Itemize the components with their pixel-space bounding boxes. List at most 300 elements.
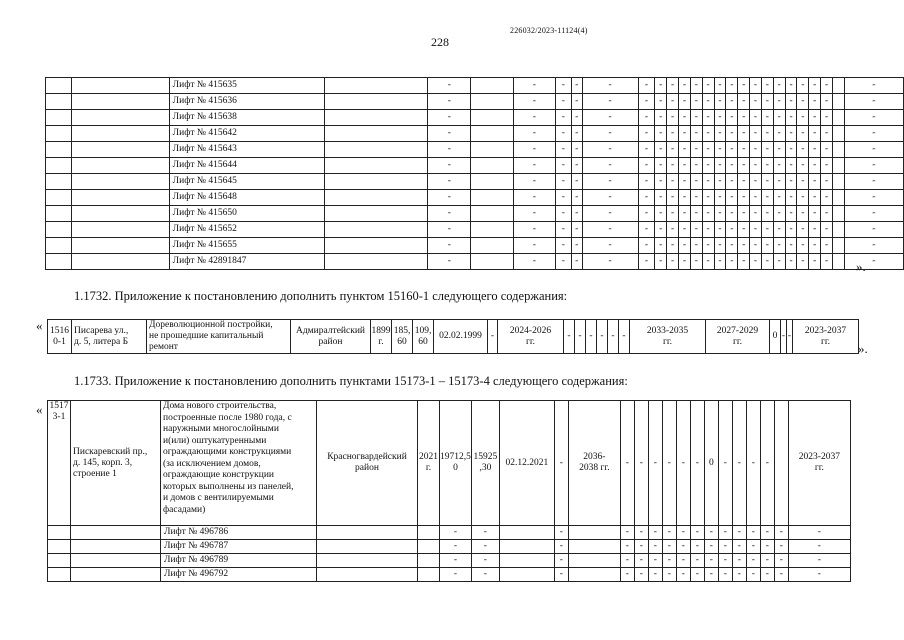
dash-cell: - [761,126,773,142]
dash-cell: - [679,142,691,158]
dash-cell: - [761,78,773,94]
dash-cell: - [785,126,797,142]
dash-cell: - [676,568,690,582]
dash-cell: - [726,94,738,110]
empty-cell [471,190,513,206]
closing-quote-2: ». [858,341,868,356]
dash-cell: - [513,206,555,222]
dash-cell: - [679,190,691,206]
empty-cell [71,238,169,254]
dash-cell: - [714,174,726,190]
dash-cell: - [738,174,750,190]
empty-cell [832,174,844,190]
empty-cell [568,568,620,582]
dash-cell: - [571,206,582,222]
dash-cell: - [571,142,582,158]
dash-cell: - [773,206,785,222]
lift-label: Лифт № 415655 [169,238,325,254]
dash-cell: - [571,254,582,270]
dash-cell: - [714,206,726,222]
dash-cell: - [555,126,571,142]
dash-cell: - [655,110,667,126]
empty-cell [325,190,428,206]
dash-cell: - [679,126,691,142]
dash-cell: - [750,142,762,158]
empty-cell [832,126,844,142]
period: 2024-2026 гг. [498,320,564,354]
table-row [48,540,851,554]
dash-cell: - [655,78,667,94]
dash-cell: - [726,78,738,94]
dash-cell: - [785,206,797,222]
empty-cell [832,190,844,206]
dash-cell: - [634,554,648,568]
table-row [48,526,851,540]
dash-cell: - [690,174,702,190]
dash-cell: - [648,554,662,568]
dash-cell: - [750,158,762,174]
empty-cell [71,206,169,222]
empty-cell [317,568,418,582]
dash-cell: - [844,78,903,94]
dash-cell: - [571,238,582,254]
dash-cell: - [555,110,571,126]
dash-cell: - [714,238,726,254]
dash-cell: - [773,174,785,190]
dash-cell: - [761,222,773,238]
table-row-main [48,401,851,526]
dash-cell: - [555,222,571,238]
dash-cell: - [702,158,714,174]
dash-cell: - [704,554,718,568]
empty-cell [317,540,418,554]
empty-cell [317,526,418,540]
dash-cell: - [718,568,732,582]
dash-cell: - [679,78,691,94]
table-row [46,94,904,110]
dash-cell: - [471,526,499,540]
dash-cell: - [662,401,676,526]
dash-cell: - [655,158,667,174]
table-row [46,78,904,94]
dash-cell: - [714,158,726,174]
dash-cell: - [634,401,648,526]
dash-cell: - [760,568,774,582]
dash-cell: - [726,238,738,254]
empty-cell [46,238,72,254]
dash-cell: - [638,126,655,142]
dash-cell: - [702,190,714,206]
period: 2036- 2038 гг. [568,401,620,526]
dash-cell: - [726,158,738,174]
dash-cell: - [440,554,472,568]
dash-cell: - [702,238,714,254]
dash-cell: - [844,206,903,222]
dash-cell: - [844,190,903,206]
dash-cell: - [844,238,903,254]
dash-cell: - [797,158,809,174]
dash-cell: - [746,540,760,554]
dash-cell: - [809,158,821,174]
dash-cell: - [738,142,750,158]
closing-quote-1: ». [856,259,866,274]
dash-cell: - [513,222,555,238]
dash-cell: - [571,190,582,206]
dash-cell: - [513,174,555,190]
empty-cell [48,526,71,540]
empty-cell [568,540,620,554]
dash-cell: - [554,568,568,582]
dash-cell: - [667,158,679,174]
dash-cell: - [809,94,821,110]
dash-cell: - [648,401,662,526]
dash-cell: - [428,110,471,126]
dash-cell: - [471,540,499,554]
dash-cell: - [738,110,750,126]
dash-cell: - [844,94,903,110]
table-row [46,110,904,126]
dash-cell: - [634,568,648,582]
dash-cell: - [738,238,750,254]
dash-cell: - [575,320,586,354]
empty-cell [71,190,169,206]
dash-cell: - [428,222,471,238]
dash-cell: - [797,206,809,222]
dash-cell: - [785,190,797,206]
empty-cell [325,206,428,222]
dash-cell: - [555,190,571,206]
dash-cell: - [586,320,597,354]
dash-cell: - [638,190,655,206]
dash-cell: - [662,568,676,582]
table-row [46,126,904,142]
dash-cell: - [750,222,762,238]
dash-cell: - [797,174,809,190]
dash-cell: - [761,158,773,174]
dash-cell: - [821,238,833,254]
lift-label: Лифт № 415652 [169,222,325,238]
zero-cell: 0 [770,320,781,354]
dash-cell: - [679,254,691,270]
dash-cell: - [638,110,655,126]
empty-cell [418,526,440,540]
dash-cell: - [821,158,833,174]
dash-cell: - [638,222,655,238]
dash-cell: - [690,78,702,94]
dash-cell: - [809,78,821,94]
dash-cell: - [732,540,746,554]
empty-cell [71,126,169,142]
dash-cell: - [571,78,582,94]
table-row [46,206,904,222]
dash-cell: - [788,526,850,540]
dash-cell: - [714,142,726,158]
dash-cell: - [809,110,821,126]
empty-cell [832,158,844,174]
empty-cell [471,110,513,126]
dash-cell: - [634,540,648,554]
dash-cell: - [746,401,760,526]
dash-cell: - [821,94,833,110]
dash-cell: - [702,94,714,110]
empty-cell [325,142,428,158]
empty-cell [832,94,844,110]
lift-label: Лифт № 415638 [169,110,325,126]
dash-cell: - [702,142,714,158]
dash-cell: - [774,526,788,540]
dash-cell: - [774,540,788,554]
dash-cell: - [738,158,750,174]
dash-cell: - [785,110,797,126]
building-type: Дореволюционной постройки, не прошедшие капитальный ремонт [147,320,291,354]
dash-cell: - [773,254,785,270]
lift-label: Лифт № 496789 [161,554,317,568]
area-total: 185, 60 [392,320,413,354]
dash-cell: - [667,190,679,206]
empty-cell [774,401,788,526]
empty-cell [471,206,513,222]
dash-cell: - [690,126,702,142]
dash-cell: - [571,174,582,190]
dash-cell: - [428,94,471,110]
zero-cell: 0 [704,401,718,526]
empty-cell [325,174,428,190]
dash-cell: - [428,158,471,174]
dash-cell: - [726,254,738,270]
area-total: 19712,5 0 [440,401,472,526]
lift-label: Лифт № 415648 [169,190,325,206]
paragraph-1733: 1.1733. Приложение к постановлению дополнить пунктами 15173-1 – 15173-4 следующего содержания: [74,374,628,388]
dash-cell: - [718,554,732,568]
dash-cell: - [750,174,762,190]
dash-cell: - [714,110,726,126]
dash-cell: - [638,78,655,94]
dash-cell: - [638,142,655,158]
empty-cell [325,94,428,110]
empty-cell [471,158,513,174]
dash-cell: - [761,206,773,222]
empty-cell [71,540,161,554]
empty-cell [418,554,440,568]
dash-cell: - [726,206,738,222]
dash-cell: - [702,78,714,94]
dash-cell: - [638,206,655,222]
dash-cell: - [702,174,714,190]
item-number: 1517 3-1 [48,401,71,526]
dash-cell: - [440,568,472,582]
empty-cell [48,554,71,568]
dash-cell: - [667,206,679,222]
empty-cell [832,142,844,158]
dash-cell: - [714,254,726,270]
area-living: 109, 60 [413,320,434,354]
dash-cell: - [662,540,676,554]
dash-cell: - [428,78,471,94]
dash-cell: - [821,206,833,222]
dash-cell: - [726,126,738,142]
dash-cell: - [797,110,809,126]
dash-cell: - [761,254,773,270]
dash-cell: - [655,222,667,238]
dash-cell: - [714,78,726,94]
dash-cell: - [738,78,750,94]
dash-cell: - [571,110,582,126]
dash-cell: - [667,126,679,142]
dash-cell: - [679,94,691,110]
dash-cell: - [428,174,471,190]
dash-cell: - [513,142,555,158]
dash-cell: - [667,94,679,110]
empty-cell [71,554,161,568]
lift-label: Лифт № 496786 [161,526,317,540]
dash-cell: - [785,254,797,270]
area-living: 15925 ,30 [471,401,499,526]
dash-cell: - [597,320,608,354]
table-row [46,174,904,190]
dash-cell: - [761,110,773,126]
dash-cell: - [555,238,571,254]
dash-cell: - [555,94,571,110]
dash-cell: - [582,238,638,254]
empty-cell [71,174,169,190]
dash-cell: - [428,190,471,206]
dash-cell: - [555,174,571,190]
empty-cell [832,238,844,254]
empty-cell [71,254,169,270]
lift-label: Лифт № 415650 [169,206,325,222]
dash-cell: - [773,238,785,254]
house-15173-1-table [47,400,851,582]
empty-cell [499,554,554,568]
lift-label: Лифт № 496792 [161,568,317,582]
dash-cell: - [773,94,785,110]
dash-cell: - [821,190,833,206]
dash-cell: - [582,126,638,142]
dash-cell: - [555,158,571,174]
dash-cell: - [655,206,667,222]
dash-cell: - [750,206,762,222]
dash-cell: - [690,401,704,526]
empty-cell [568,526,620,540]
dash-cell: - [704,526,718,540]
table-row [46,142,904,158]
dash-cell: - [787,320,793,354]
lift-label: Лифт № 415642 [169,126,325,142]
page-number: 228 [431,35,449,49]
dash-cell: - [638,238,655,254]
dash-cell: - [667,142,679,158]
dash-cell: - [788,554,850,568]
dash-cell: - [662,554,676,568]
dash-cell: - [821,78,833,94]
dash-cell: - [571,158,582,174]
dash-cell: - [582,142,638,158]
dash-cell: - [690,554,704,568]
dash-cell: - [440,526,472,540]
dash-cell: - [809,174,821,190]
dash-cell: - [676,526,690,540]
dash-cell: - [555,142,571,158]
dash-cell: - [554,554,568,568]
dash-cell: - [690,190,702,206]
dash-cell: - [761,190,773,206]
dash-cell: - [714,222,726,238]
dash-cell: - [821,142,833,158]
dash-cell: - [655,126,667,142]
dash-cell: - [785,142,797,158]
dash-cell: - [797,190,809,206]
empty-cell [832,206,844,222]
table-row [48,568,851,582]
lift-label: Лифт № 42891847 [169,254,325,270]
dash-cell: - [690,158,702,174]
dash-cell: - [655,238,667,254]
dash-cell: - [513,190,555,206]
dash-cell: - [773,110,785,126]
empty-cell [71,158,169,174]
dash-cell: - [718,540,732,554]
table-row [46,254,904,270]
dash-cell: - [667,174,679,190]
dash-cell: - [750,190,762,206]
dash-cell: - [797,94,809,110]
empty-cell [418,540,440,554]
empty-cell [317,554,418,568]
dash-cell: - [582,206,638,222]
dash-cell: - [667,238,679,254]
dash-cell: - [761,142,773,158]
dash-cell: - [667,78,679,94]
dash-cell: - [844,174,903,190]
dash-cell: - [844,254,903,270]
empty-cell [71,78,169,94]
dash-cell: - [488,320,498,354]
dash-cell: - [554,401,568,526]
dash-cell: - [785,94,797,110]
table-row [46,158,904,174]
empty-cell [46,206,72,222]
dash-cell: - [704,540,718,554]
dash-cell: - [750,238,762,254]
empty-cell [71,110,169,126]
dash-cell: - [773,126,785,142]
empty-cell [832,110,844,126]
empty-cell [46,158,72,174]
dash-cell: - [704,568,718,582]
dash-cell: - [809,190,821,206]
dash-cell: - [555,206,571,222]
period: 2023-2037 гг. [793,320,859,354]
dash-cell: - [773,190,785,206]
empty-cell [325,222,428,238]
dash-cell: - [555,78,571,94]
dash-cell: - [809,238,821,254]
dash-cell: - [702,254,714,270]
dash-cell: - [608,320,619,354]
dash-cell: - [797,238,809,254]
dash-cell: - [648,526,662,540]
dash-cell: - [732,554,746,568]
dash-cell: - [809,142,821,158]
dash-cell: - [554,526,568,540]
dash-cell: - [690,526,704,540]
empty-cell [46,190,72,206]
open-quote-3: « [36,402,43,417]
item-number: 1516 0-1 [48,320,72,354]
empty-cell [71,142,169,158]
dash-cell: - [428,126,471,142]
dash-cell: - [513,158,555,174]
